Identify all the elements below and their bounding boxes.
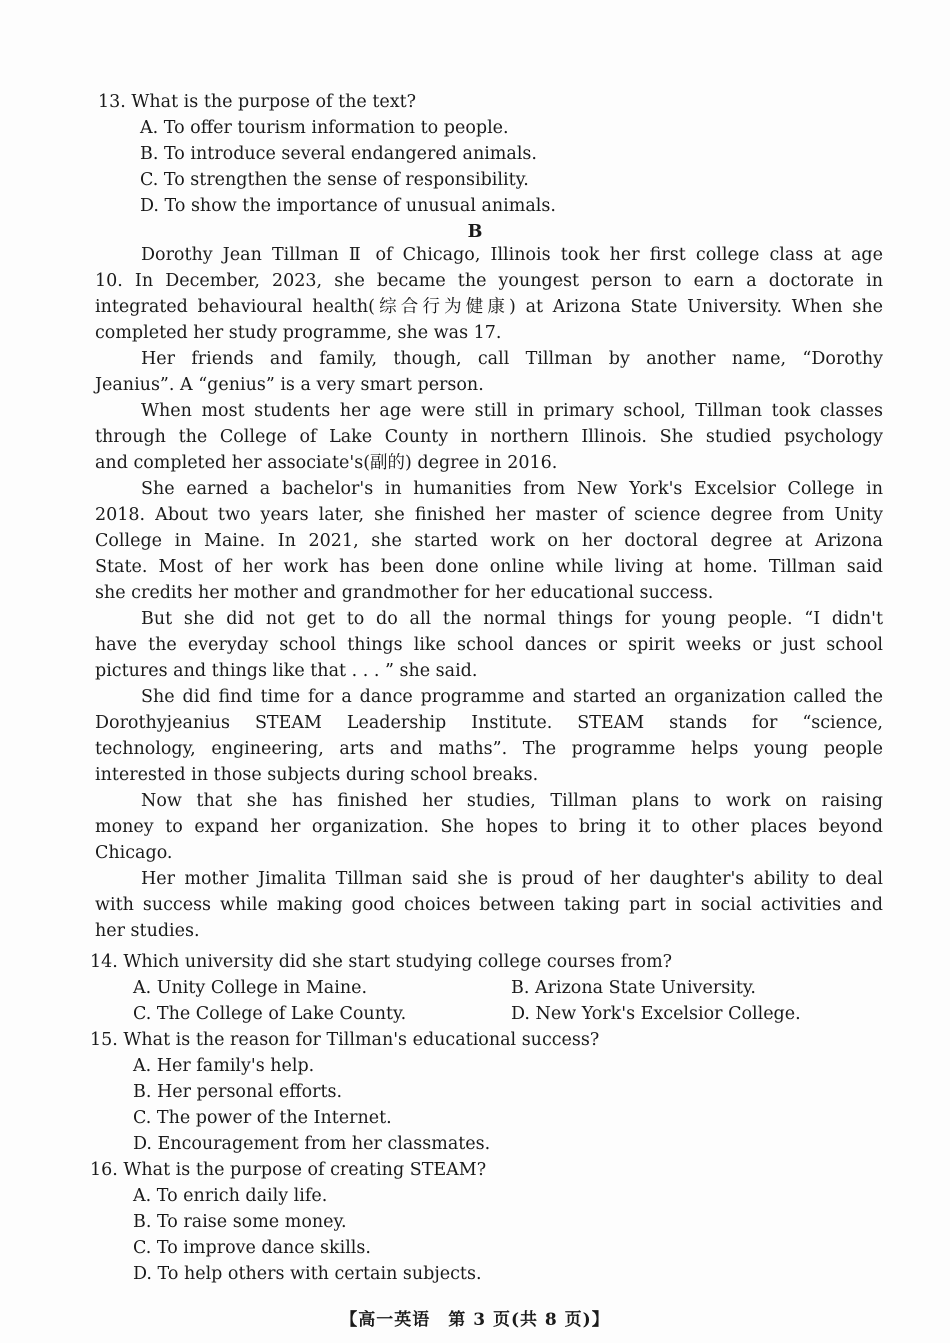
paragraph-line xyxy=(0,528,883,554)
passage-line: 10. In December, 2023, she became the youngest person to earn a doctorate in xyxy=(95,271,883,291)
option: B. Her personal efforts. xyxy=(133,1082,343,1102)
paragraph-line xyxy=(0,632,883,658)
passage-line: She did find time for a dance programme and started an organization called the xyxy=(141,687,883,707)
passage-line: and completed her associate's(副的) degree in 2016. xyxy=(95,453,558,473)
option: C. To improve dance skills. xyxy=(133,1238,371,1258)
passage-line: Her mother Jimalita Tillman said she is proud of her daughter's ability to deal xyxy=(141,869,883,889)
passage-line: She earned a bachelor's in humanities from New York's Excelsior College in xyxy=(141,479,883,499)
paragraph-line xyxy=(0,398,883,424)
option: B. To raise some money. xyxy=(133,1212,347,1232)
paragraph-line xyxy=(0,554,883,580)
passage-line: pictures and things like that . . . ” she said. xyxy=(95,661,478,681)
paragraph-line xyxy=(0,242,883,268)
question-text: 15. What is the reason for Tillman's educational success? xyxy=(90,1030,600,1050)
option: D. New York's Excelsior College. xyxy=(511,1004,801,1024)
passage-line: she credits her mother and grandmother for her educational success. xyxy=(95,583,714,603)
paragraph-line xyxy=(0,476,883,502)
passage-line: money to expand her organization. She hopes to bring it to other places beyond xyxy=(95,817,883,837)
option: B. To introduce several endangered animals. xyxy=(140,144,537,164)
passage-line: Her friends and family, though, call Tillman by another name, “Dorothy xyxy=(141,349,883,369)
passage-line: have the everyday school things like school dances or spirit weeks or just school xyxy=(95,635,883,655)
option: A. Her family's help. xyxy=(133,1056,315,1076)
option: C. The power of the Internet. xyxy=(133,1108,392,1128)
paragraph-line xyxy=(0,424,883,450)
paragraph-line xyxy=(0,372,883,398)
paragraph-line xyxy=(0,840,883,866)
questions-14-16 xyxy=(0,949,950,1287)
paragraph-line xyxy=(0,320,883,346)
paragraph-line xyxy=(0,450,883,476)
paragraph-line xyxy=(0,892,883,918)
passage xyxy=(0,242,950,944)
option: C. The College of Lake County. xyxy=(133,1004,407,1024)
paragraph-line xyxy=(0,710,883,736)
paragraph-line xyxy=(0,736,883,762)
paragraph-line xyxy=(0,606,883,632)
paragraph-line xyxy=(0,788,883,814)
question-13 xyxy=(0,89,950,245)
option: A. To enrich daily life. xyxy=(133,1186,328,1206)
option: D. To help others with certain subjects. xyxy=(133,1264,482,1284)
passage-line: integrated behavioural health(综合行为健康) at Arizona State University. When she xyxy=(95,297,883,317)
question-text: 13. What is the purpose of the text? xyxy=(98,92,416,112)
paragraph-line xyxy=(0,346,883,372)
passage-line: interested in those subjects during school breaks. xyxy=(95,765,539,785)
paragraph-line xyxy=(0,502,883,528)
passage-line: When most students her age were still in primary school, Tillman took classes xyxy=(141,401,883,421)
passage-line: Chicago. xyxy=(95,843,173,863)
paragraph-line xyxy=(0,918,883,944)
passage-line: Jeanius”. A “genius” is a very smart person. xyxy=(95,375,484,395)
passage-line: College in Maine. In 2021, she started work on her doctoral degree at Arizona xyxy=(95,531,883,551)
passage-line: through the College of Lake County in northern Illinois. She studied psychology xyxy=(95,427,883,447)
passage-line: technology, engineering, arts and maths”. The programme helps young people xyxy=(95,739,883,759)
paragraph-line xyxy=(0,814,883,840)
option: D. Encouragement from her classmates. xyxy=(133,1134,491,1154)
question-text: 14. Which university did she start studying college courses from? xyxy=(90,952,673,972)
option: B. Arizona State University. xyxy=(511,978,756,998)
option: D. To show the importance of unusual animals. xyxy=(140,196,556,216)
paragraph-line xyxy=(0,866,883,892)
paragraph-line xyxy=(0,762,883,788)
option: A. Unity College in Maine. xyxy=(133,978,368,998)
paragraph-line xyxy=(0,268,883,294)
question-text: 16. What is the purpose of creating STEAM? xyxy=(90,1160,487,1180)
passage-line: Dorothyjeanius STEAM Leadership Institute. STEAM stands for “science, xyxy=(95,713,883,733)
paragraph-line xyxy=(0,294,883,320)
passage-line: completed her study programme, she was 17. xyxy=(95,323,502,343)
passage-line: But she did not get to do all the normal things for young people. “I didn't xyxy=(141,609,883,629)
passage-line: 2018. About two years later, she finished her master of science degree from Unity xyxy=(95,505,883,525)
paragraph-line xyxy=(0,580,883,606)
paragraph-line xyxy=(0,658,883,684)
passage-line: Now that she has finished her studies, Tillman plans to work on raising xyxy=(141,791,883,811)
paragraph-line xyxy=(0,684,883,710)
passage-line: with success while making good choices between taking part in social activities and xyxy=(95,895,883,915)
passage-line: Dorothy Jean Tillman Ⅱ of Chicago, Illinois took her first college class at age xyxy=(141,245,883,265)
option: A. To offer tourism information to people. xyxy=(140,118,509,138)
passage-line: her studies. xyxy=(95,921,200,941)
page-footer: 【高一英语 第 3 页(共 8 页)】 xyxy=(340,1310,610,1330)
option: C. To strengthen the sense of responsibility. xyxy=(140,170,529,190)
passage-line: State. Most of her work has been done online while living at home. Tillman said xyxy=(95,557,883,577)
section-heading: B xyxy=(467,222,483,242)
